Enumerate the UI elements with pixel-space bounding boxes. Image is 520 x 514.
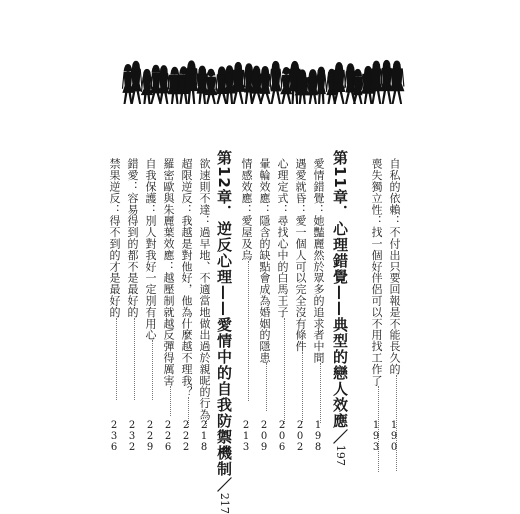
leader-dots: [170, 386, 172, 416]
toc-entry[interactable]: [258, 158, 271, 453]
toc-entry-title: 情感效應：愛屋及烏: [240, 158, 253, 261]
chapter-page: 197: [334, 444, 347, 466]
toc-entry-page: 2 3 6: [110, 420, 118, 453]
toc-entry-title: 欲速則不達：過早地、不適當地做出過於親昵的行為: [198, 158, 211, 421]
toc-entry-title: 禁果逆反：得不到的才是最好的: [108, 158, 121, 318]
toc-entry[interactable]: [126, 158, 139, 453]
toc-entry-page: 1 9 0: [390, 420, 398, 453]
toc-entry[interactable]: [294, 158, 307, 453]
toc-entry-title: 喪失獨立性：找一個好伴侶可以不用找工作了: [370, 158, 383, 386]
toc-entry-title: 愛情錯覺：她豔麗然於眾多的追求者中間: [312, 158, 325, 364]
toc-entry-title: 暈輪效應：隱含的缺點會成為婚姻的隱患: [258, 158, 271, 364]
chapter-title: 第11章．心理錯覺——典型的戀人效應／: [331, 150, 349, 445]
toc-entry[interactable]: [144, 158, 157, 453]
toc-entry[interactable]: [180, 158, 193, 453]
toc-entry[interactable]: [198, 158, 211, 453]
toc-entry-page: 1 9 8: [314, 420, 322, 453]
leader-dots: [320, 363, 322, 423]
toc-entry[interactable]: [108, 158, 121, 453]
leader-dots: [284, 318, 286, 424]
leader-dots: [116, 318, 118, 400]
chapter-page: 217: [218, 492, 231, 514]
toc-entry-page: 2 0 2: [296, 420, 304, 453]
toc-entry-title: 自私的依賴：不付出只要回報是不能長久的: [388, 158, 401, 375]
toc-entry-page: 2 2 9: [146, 420, 154, 453]
toc-entry-title: 心理定式：尋找心中的白馬王子: [276, 158, 289, 318]
leader-dots: [266, 363, 268, 411]
toc-entry[interactable]: [370, 158, 383, 453]
toc-entry[interactable]: [240, 158, 253, 453]
toc-entry-title: 自我保護：別人對我好一定別有用心: [144, 158, 157, 341]
chapter-11-heading[interactable]: [332, 150, 348, 466]
toc-entry[interactable]: [162, 158, 175, 453]
toc-entry[interactable]: [388, 158, 401, 453]
chapter-title: 第12章．逆反心理——愛情中的自我防禦機制／: [215, 150, 233, 493]
toc-entry-page: 2 1 8: [200, 420, 208, 453]
toc-entry-page: 2 0 6: [278, 420, 286, 453]
toc-entry-page: 2 3 2: [128, 420, 136, 453]
toc-entry[interactable]: [276, 158, 289, 453]
toc-entry-page: 2 2 6: [164, 420, 172, 453]
toc-entry-title: 羅密歐與朱麗葉效應：越壓制就越反彈得厲害: [162, 158, 175, 386]
leader-dots: [134, 318, 136, 400]
toc-entry-page: 2 0 9: [260, 420, 268, 453]
toc-entry-page: 2 2 2: [182, 420, 190, 453]
leader-dots: [248, 261, 250, 401]
toc-entry-title: 遇愛就昏：愛一個人可以完全沒有條件: [294, 158, 307, 352]
toc-entry-title: 超限逆反：我越是對他好，他為什麼越不理我？: [180, 158, 193, 398]
toc-entry-title: 錯愛：容易得到的都不是最好的: [126, 158, 139, 318]
leader-dots: [152, 340, 154, 400]
silhouette-crowd-image: [0, 0, 520, 120]
chapter-12-heading[interactable]: [216, 150, 232, 514]
leader-dots: [302, 352, 304, 422]
toc-entry-page: 2 1 3: [242, 420, 250, 453]
toc-entry[interactable]: [312, 158, 325, 453]
toc-entry-page: 1 9 3: [372, 420, 380, 453]
